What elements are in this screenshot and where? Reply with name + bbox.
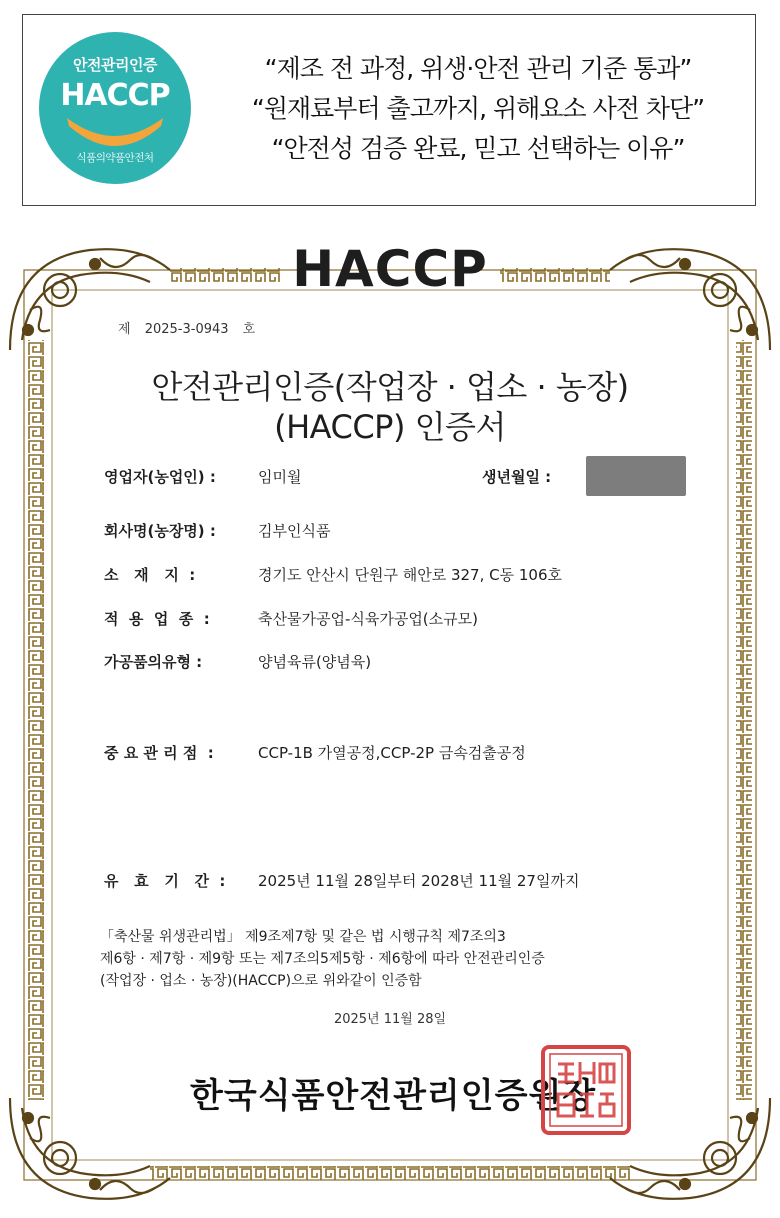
ccp-value: CCP-1B 가열공정,CCP-2P 금속검출공정 bbox=[258, 744, 526, 762]
product-type-label: 가공품의유형 : bbox=[104, 653, 203, 671]
official-seal-icon bbox=[540, 1044, 632, 1136]
company-label: 회사명(농장명) : bbox=[104, 522, 216, 540]
slogan-line: “제조 전 과정, 위생·안전 관리 기준 통과” bbox=[264, 54, 692, 83]
slogan-line: “안전성 검증 완료, 믿고 선택하는 이유” bbox=[271, 134, 685, 163]
slogan-line: “원재료부터 출고까지, 위해요소 사전 차단” bbox=[251, 94, 705, 123]
cert-number-suffix: 호 bbox=[242, 322, 256, 337]
legal-line: 「축산물 위생관리법」 제9조제7항 및 같은 법 시행규칙 제7조의3 bbox=[100, 929, 506, 945]
legal-line: 제6항 · 제7항 · 제9항 또는 제7조의5제5항 · 제6항에 따라 안전관리인증 bbox=[100, 951, 545, 967]
legal-line: (작업장 · 업소 · 농장)(HACCP)으로 위와같이 인증함 bbox=[100, 973, 422, 989]
certificate-title: HACCP bbox=[292, 240, 488, 298]
company-value: 김부인식품 bbox=[258, 522, 331, 540]
legal-basis-text bbox=[100, 926, 700, 992]
address-value: 경기도 안산시 단원구 해안로 327, C동 106호 bbox=[258, 566, 562, 584]
cert-number-prefix: 제 bbox=[118, 322, 131, 337]
validity-value: 2025년 11월 28일부터 2028년 11월 27일까지 bbox=[258, 872, 580, 890]
product-type-value: 양념육류(양념육) bbox=[258, 653, 372, 671]
haccp-banner bbox=[22, 14, 756, 206]
ccp-label: 중 요 관 리 점 : bbox=[104, 744, 214, 762]
cert-number-value: 2025-3-0943 bbox=[144, 322, 229, 337]
validity-label: 유 효 기 간 : bbox=[104, 872, 226, 890]
haccp-logo bbox=[33, 26, 197, 190]
issue-date: 2025년 11월 28일 bbox=[333, 1012, 447, 1027]
left-border bbox=[28, 340, 44, 1100]
operator-value: 임미월 bbox=[258, 468, 302, 486]
logo-main-text: HACCP bbox=[60, 78, 170, 113]
corner-ornament-br bbox=[610, 1098, 770, 1199]
issuer-name: 한국식품안전관리인증원장 bbox=[190, 1076, 597, 1116]
business-type-value: 축산물가공업-식육가공업(소규모) bbox=[258, 610, 478, 628]
address-label: 소 재 지 : bbox=[104, 566, 196, 584]
certificate-heading-line2: (HACCP) 인증서 bbox=[274, 408, 506, 446]
corner-ornament-bl bbox=[10, 1098, 170, 1199]
certificate-heading-line1: 안전관리인증(작업장 · 업소 · 농장) bbox=[151, 368, 629, 406]
certificate-number bbox=[118, 318, 265, 337]
logo-bottom-text: 식품의약품안전처 bbox=[76, 152, 154, 164]
right-border bbox=[736, 340, 752, 1100]
logo-top-text: 안전관리인증 bbox=[73, 56, 157, 74]
operator-label: 영업자(농업인) : bbox=[104, 468, 216, 486]
business-type-label: 적 용 업 종 : bbox=[104, 610, 210, 628]
slogan-list bbox=[213, 49, 743, 169]
birth-label: 생년월일 : bbox=[482, 468, 552, 486]
birth-redacted bbox=[586, 456, 686, 496]
